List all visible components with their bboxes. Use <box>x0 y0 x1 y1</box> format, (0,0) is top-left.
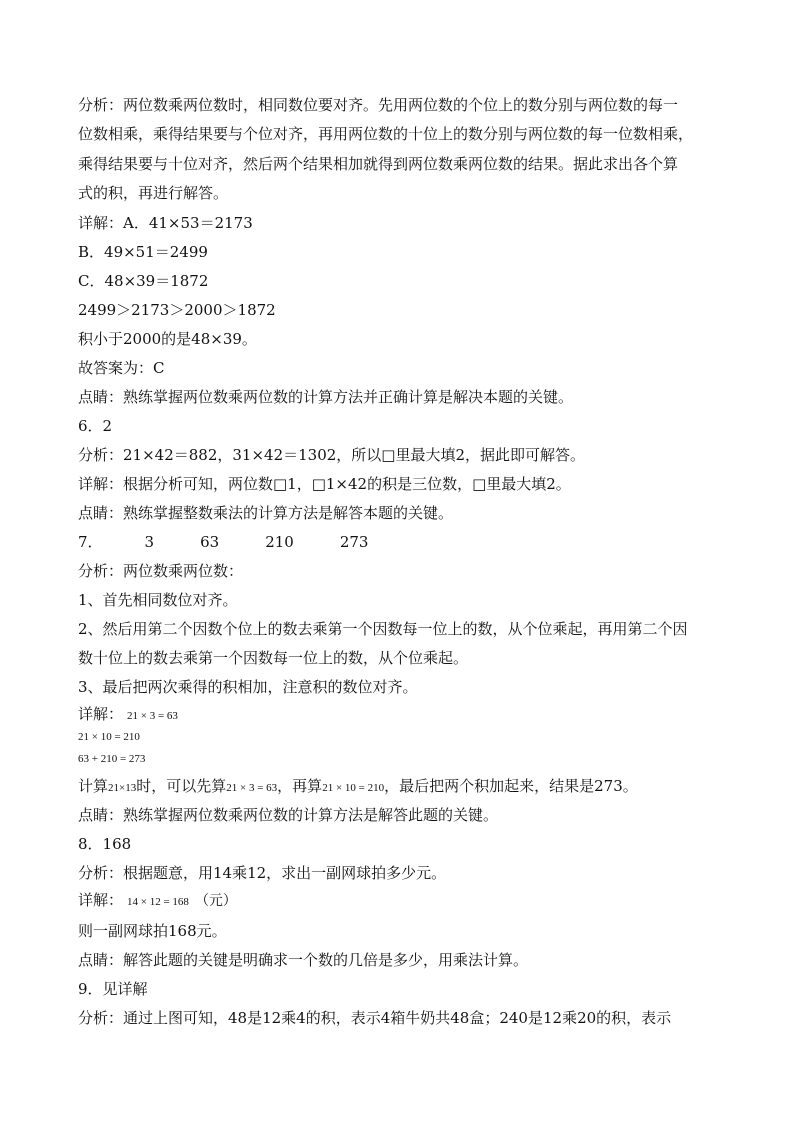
question-7-step-1: 1、首先相同数位对齐。 <box>78 591 238 609</box>
equation-2: 21 × 10 = 210 <box>78 731 140 743</box>
question-8-detail <box>78 890 738 912</box>
question-8-detail-label: 详解： <box>78 891 124 909</box>
question-7-step-2a: 2、然后用第二个因数个位上的数去乘第一个因数每一位上的数，从个位乘起，再用第二个因 <box>78 620 688 638</box>
equation-3: 63 + 210 = 273 <box>78 753 146 765</box>
explanation-text-3: ，再算 <box>277 777 323 795</box>
question-7-answer-4: 273 <box>339 533 369 551</box>
explanation-text-2: 时，可以先算 <box>136 777 227 795</box>
inline-equation-3: 21 × 10 = 210 <box>322 782 385 794</box>
result-line: 积小于2000的是48×39。 <box>78 330 257 348</box>
question-7-answer-1: 3 <box>144 533 155 551</box>
question-6-heading: 6．2 <box>78 417 113 435</box>
analysis-line-2: 位数相乘，乘得结果要与个位对齐，再用两位数的十位上的数分别与两位数的每一位数相乘， <box>78 125 694 143</box>
equation-4: 14 × 12 = 168 <box>127 896 189 908</box>
question-7-heading <box>78 532 738 552</box>
question-7-answer-2: 63 <box>200 533 220 551</box>
question-7-detail-label: 详解： <box>78 705 124 723</box>
question-6-analysis: 分析：21×42＝882，31×42＝1302，所以□里最大填2，据此即可解答。 <box>78 446 586 464</box>
inline-equation-1: 21×13 <box>108 782 137 794</box>
equation-1: 21 × 3 = 63 <box>127 710 178 722</box>
question-7-step-3: 3、最后把两次乘得的积相加，注意积的数位对齐。 <box>78 678 418 696</box>
analysis-line-1: 分析：两位数乘两位数时，相同数位要对齐。先用两位数的个位上的数分别与两位数的每一 <box>78 96 679 114</box>
question-7-analysis: 分析：两位数乘两位数： <box>78 562 244 580</box>
question-6-detail: 详解：根据分析可知，两位数□1，□1×42的积是三位数，□里最大填2。 <box>78 475 571 493</box>
explanation-text-1: 计算 <box>78 777 109 795</box>
question-6-tip: 点睛：熟练掌握整数乘法的计算方法是解答本题的关键。 <box>78 504 454 522</box>
question-7-tip: 点睛：熟练掌握两位数乘两位数的计算方法是解答此题的关键。 <box>78 806 499 824</box>
tip-line-5: 点睛：熟练掌握两位数乘两位数的计算方法并正确计算是解决本题的关键。 <box>78 388 574 406</box>
question-8-analysis: 分析：根据题意，用14乘12，求出一副网球拍多少元。 <box>78 864 447 882</box>
question-7-answer-3: 210 <box>265 533 294 551</box>
detail-line-c: C．48×39＝1872 <box>78 272 209 290</box>
question-8-tip: 点睛：解答此题的关键是明确求一个数的几倍是多少，用乘法计算。 <box>78 951 529 969</box>
analysis-line-4: 式的积，再进行解答。 <box>78 184 229 202</box>
question-7-step-2b: 数十位上的数去乘第一个因数每一位上的数，从个位乘起。 <box>78 649 469 667</box>
question-9-analysis: 分析：通过上图可知，48是12乘4的积，表示4箱牛奶共48盒；240是12乘20的积，表示 <box>78 1009 672 1027</box>
analysis-line-3: 乘得结果要与十位对齐，然后两个结果相加就得到两位数乘两位数的结果。据此求出各个算 <box>78 155 679 173</box>
question-9-heading: 9．见详解 <box>78 980 148 998</box>
explanation-text-4: ，最后把两个积加起来，结果是273。 <box>384 777 638 795</box>
question-7-detail <box>78 704 738 726</box>
question-8-heading: 8．168 <box>78 835 132 853</box>
question-7-explanation <box>78 776 738 798</box>
detail-line-b: B．49×51＝2499 <box>78 243 208 261</box>
unit-label: （元） <box>194 893 237 909</box>
detail-line-a: 详解：A．41×53＝2173 <box>78 214 253 232</box>
inline-equation-2: 21 × 3 = 63 <box>226 782 278 794</box>
question-8-result: 则一副网球拍168元。 <box>78 922 227 940</box>
comparison-line: 2499＞2173＞2000＞1872 <box>78 301 276 319</box>
question-7-label: 7． <box>78 533 103 551</box>
answer-line: 故答案为：C <box>78 359 165 377</box>
